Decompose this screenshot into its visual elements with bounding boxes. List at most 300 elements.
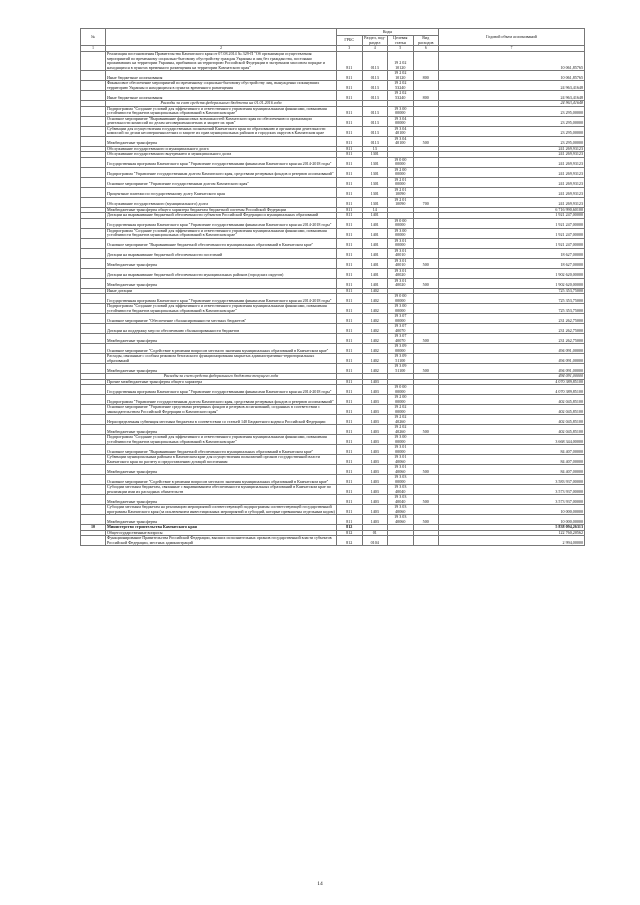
row-section: 1401	[362, 258, 388, 268]
row-kind	[413, 435, 439, 445]
row-target: 19 3 09 00000	[388, 344, 414, 354]
row-grbs: 811	[337, 425, 363, 435]
row-target: 19 2 02 10120	[388, 71, 414, 81]
row-target: 19 3 07 40070	[388, 334, 414, 344]
row-name: Обслуживание государственного (муниципального) долга	[106, 197, 337, 207]
row-number	[81, 364, 106, 374]
row-grbs: 811	[337, 294, 363, 304]
row-name: Процентные платежи по государственному долгу Камчатского края	[106, 187, 337, 197]
row-section: 1403	[362, 455, 388, 465]
row-name: Прочие межбюджетные трансферты общего характера	[106, 379, 337, 385]
table-body	[81, 52, 585, 546]
row-volume: 1 921 247,00000	[439, 218, 585, 228]
row-kind	[413, 106, 439, 116]
row-name: Иные бюджетные ассигнования	[106, 91, 337, 101]
table-row	[81, 248, 585, 258]
row-grbs: 811	[337, 258, 363, 268]
row-target: 19 2 02 53240	[388, 81, 414, 91]
table-row	[81, 126, 585, 136]
row-kind	[413, 187, 439, 197]
row-kind	[413, 344, 439, 354]
row-name: Подпрограмма "Создание условий для эффективного и ответственного управления муниципальными финансами, повышения устойчивости бюджетов муниципальных образований в Камчатском крае"	[106, 228, 337, 238]
row-volume: 241 269,93123	[439, 197, 585, 207]
header-target: Целевая статья	[388, 36, 414, 46]
row-kind: 500	[413, 334, 439, 344]
row-name: Расходы, связанные с особым режимом безопасного функционирования закрытых административно-территориальных образований	[106, 354, 337, 364]
row-grbs: 811	[337, 278, 363, 288]
row-target: 19 3 01 40010	[388, 248, 414, 258]
row-kind	[413, 475, 439, 485]
row-target: 19 3 00 00000	[388, 106, 414, 116]
row-target: 19 2 01 10090	[388, 187, 414, 197]
row-kind	[413, 385, 439, 395]
row-grbs: 811	[337, 218, 363, 228]
table-row	[81, 495, 585, 505]
row-volume: 84 407,00000	[439, 465, 585, 475]
header-name	[106, 29, 337, 46]
row-name: Реализация постановления Правительства Камчатского края от 07.08.2014 № 329-П "Об организации осуществления мероприятий по временному социально-бытовому обустройству граждан Украины и лиц без гражданства, постоянно проживавших на территории Украины, прибывших на территорию Российской Федерации в экстренном массовом порядке и находящихся в пунктах временного размещения на территории Камчатского края"	[106, 52, 337, 71]
row-grbs: 811	[337, 177, 363, 187]
row-number	[81, 505, 106, 515]
table-row	[81, 228, 585, 238]
row-number	[81, 465, 106, 475]
row-grbs: 811	[337, 157, 363, 167]
row-kind	[413, 445, 439, 455]
table-row	[81, 515, 585, 525]
row-name: Иные бюджетные ассигнования	[106, 71, 337, 81]
row-number	[81, 455, 106, 465]
row-section: 1402	[362, 304, 388, 314]
row-volume: 241 269,93123	[439, 157, 585, 167]
row-number	[81, 177, 106, 187]
header-number: №	[81, 29, 106, 46]
row-section: 1403	[362, 405, 388, 415]
row-kind: 800	[413, 91, 439, 101]
row-kind	[413, 268, 439, 278]
row-volume: 6 716 990,60100	[439, 207, 585, 213]
row-name: Межбюджетные трансферты общего характера бюджетам бюджетной системы Российской Федерации	[106, 207, 337, 213]
row-number	[81, 405, 106, 415]
table-row	[81, 364, 585, 374]
row-section: 1401	[362, 238, 388, 248]
row-grbs: 811	[337, 405, 363, 415]
row-name: Дотации на выравнивание бюджетной обеспеченности субъектов Российской Федерации и муниципальных образований	[106, 213, 337, 219]
row-volume: 4 070 389,85100	[439, 385, 585, 395]
row-number	[81, 268, 106, 278]
row-name: Основное мероприятие "Содействие в решении вопросов местного значения муниципальных образований в Камчатском крае"	[106, 344, 337, 354]
row-kind	[413, 218, 439, 228]
row-kind	[413, 505, 439, 515]
row-section: 1401	[362, 213, 388, 219]
table-row	[81, 445, 585, 455]
row-volume: 241 269,93123	[439, 167, 585, 177]
row-section: 1403	[362, 475, 388, 485]
row-target: 19 3 01 00000	[388, 445, 414, 455]
header-section: Раздел, под-раздел	[362, 36, 388, 46]
row-section: 0113	[362, 126, 388, 136]
row-number	[81, 187, 106, 197]
table-row	[81, 81, 585, 91]
row-volume: 241 269,93123	[439, 152, 585, 158]
row-section: 1402	[362, 364, 388, 374]
row-name: Финансовое обеспечение мероприятий по временному социально-бытовому обустройству лиц, вынужденно покинувших территорию Украины и находящихся в пунктах временного размещения	[106, 81, 337, 91]
row-section: 0113	[362, 91, 388, 101]
row-target: 19 0 00 00000	[388, 294, 414, 304]
header-kind: Вид расходов	[413, 36, 439, 46]
table-row	[81, 258, 585, 268]
row-target: 19 3 03 00000	[388, 475, 414, 485]
row-grbs: 811	[337, 304, 363, 314]
row-target: 19 3 07 00000	[388, 314, 414, 324]
row-target: 19 3 04 40100	[388, 136, 414, 146]
row-number	[81, 278, 106, 288]
row-target: 19 0 00 00000	[388, 218, 414, 228]
row-section: 0104	[362, 536, 388, 546]
row-kind	[413, 177, 439, 187]
row-kind	[413, 314, 439, 324]
row-target: 19 2 02 00000	[388, 405, 414, 415]
row-grbs: 811	[337, 248, 363, 258]
row-grbs: 811	[337, 116, 363, 126]
row-name: Государственная программа Камчатского края "Управление государственными финансами Камчатского края на 2014-2018 годы"	[106, 385, 337, 395]
row-section: 0113	[362, 52, 388, 71]
table-row	[81, 268, 585, 278]
row-grbs: 811	[337, 495, 363, 505]
row-name: Подпрограмма "Управление государственным долгом Камчатского края, средствами резервных фондов и резервов ассигнований"	[106, 395, 337, 405]
row-section: 14	[362, 207, 388, 213]
row-target: 19 3 01 40020	[388, 278, 414, 288]
row-volume: 3 573 937,00000	[439, 485, 585, 495]
table-row	[81, 405, 585, 415]
row-target: 19 2 00 00000	[388, 395, 414, 405]
row-grbs: 811	[337, 354, 363, 364]
column-number: 7	[439, 46, 585, 52]
row-number	[81, 126, 106, 136]
table-row	[81, 395, 585, 405]
row-section: 1402	[362, 334, 388, 344]
row-section: 0113	[362, 71, 388, 81]
row-section: 1401	[362, 278, 388, 288]
row-number	[81, 515, 106, 525]
row-target	[388, 536, 414, 546]
row-number	[81, 304, 106, 314]
row-section: 1301	[362, 167, 388, 177]
row-section: 1402	[362, 354, 388, 364]
row-number	[81, 485, 106, 495]
row-grbs: 811	[337, 379, 363, 385]
row-kind: 800	[413, 71, 439, 81]
row-grbs: 812	[337, 525, 363, 531]
row-section: 1403	[362, 505, 388, 515]
row-volume: 24 963,41648	[439, 81, 585, 91]
row-section: 1403	[362, 435, 388, 445]
row-volume: 402 045,85100	[439, 395, 585, 405]
row-number	[81, 344, 106, 354]
row-name: Государственная программа Камчатского края "Управление государственными финансами Камчатского края на 2014-2018 годы"	[106, 294, 337, 304]
row-volume: 10 000,00000	[439, 515, 585, 525]
row-number	[81, 385, 106, 395]
row-target: 19 3 00 00000	[388, 228, 414, 238]
row-grbs: 811	[337, 475, 363, 485]
column-number: 5	[388, 46, 414, 52]
row-name: Основное мероприятие "Выравнивание бюджетной обеспеченности муниципальных образований в Камчатском крае"	[106, 445, 337, 455]
row-name: Межбюджетные трансферты	[106, 136, 337, 146]
row-volume: 402 045,85100	[439, 405, 585, 415]
row-volume: 494 091,00000	[439, 344, 585, 354]
row-section: 1403	[362, 465, 388, 475]
row-name: Субсидии местным бюджетам на реализацию мероприятий соответствующей подпрограммы соответствующей государственной программы Камчатского края (за исключением инвестиционных мероприятий и субсидий, которые превышены отдельным кодом)	[107, 504, 335, 514]
row-section: 0113	[362, 116, 388, 126]
row-volume: 241 269,93123	[439, 177, 585, 187]
row-grbs: 811	[337, 91, 363, 101]
row-grbs: 811	[337, 288, 363, 294]
row-grbs: 811	[337, 238, 363, 248]
row-grbs: 811	[337, 197, 363, 207]
row-name: Основное мероприятие "Содействие в решении вопросов местного значения муниципальных образований в Камчатском крае"	[106, 475, 337, 485]
table-row	[81, 485, 585, 495]
row-kind	[413, 304, 439, 314]
row-section: 0113	[362, 81, 388, 91]
row-kind	[413, 116, 439, 126]
row-kind	[413, 536, 439, 546]
row-kind	[413, 52, 439, 71]
row-section: 1301	[362, 177, 388, 187]
row-volume: 122 760,20562	[439, 530, 585, 536]
row-name: Подпрограмма "Создание условий для эффективного и ответственного управления муниципальными финансами, повышения устойчивости бюджетов муниципальных образований в Камчатском крае"	[106, 435, 337, 445]
row-number	[81, 536, 106, 546]
table-row	[81, 536, 585, 546]
row-grbs: 811	[337, 334, 363, 344]
table-row	[81, 238, 585, 248]
row-volume: 3 583 937,00000	[439, 475, 585, 485]
table-row	[81, 334, 585, 344]
row-name: Межбюджетные трансферты	[106, 258, 337, 268]
row-target: 19 2 02 40260	[388, 415, 414, 425]
row-grbs: 811	[337, 415, 363, 425]
row-grbs: 811	[337, 207, 363, 213]
row-kind: 500	[413, 136, 439, 146]
row-name: Межбюджетные трансферты	[106, 515, 337, 525]
row-grbs: 811	[337, 228, 363, 238]
row-name: Общегосударственные вопросы	[106, 530, 337, 536]
row-target: 19 0 00 00000	[388, 385, 414, 395]
row-volume: 5 838 094,26313	[439, 525, 585, 531]
row-name: Расходы за счет средств федерального бюджета на 01.01.2016 года	[106, 101, 337, 107]
table-header-row	[81, 29, 585, 36]
table-row	[81, 425, 585, 435]
row-volume: 23 295,00000	[439, 106, 585, 116]
row-section: 1402	[362, 314, 388, 324]
table-row	[81, 197, 585, 207]
table-row	[81, 324, 585, 334]
table-row	[81, 52, 585, 71]
row-number	[81, 314, 106, 324]
table-row	[81, 136, 585, 146]
table-row	[81, 177, 585, 187]
row-volume: 231 262,75000	[439, 324, 585, 334]
row-target: 19 3 00 00000	[388, 304, 414, 314]
row-volume: 725 353,75000	[439, 304, 585, 314]
row-name: Нераспределенная субвенция местным бюджетам в соответствии со статьей 140 Бюджетного кодекса Российской Федерации	[106, 415, 337, 425]
row-volume: 494 091,00000	[439, 374, 585, 380]
row-kind	[413, 248, 439, 258]
row-target: 19 0 00 00000	[388, 157, 414, 167]
row-number	[81, 238, 106, 248]
row-volume: 18 627,00000	[439, 258, 585, 268]
row-grbs: 811	[337, 344, 363, 354]
column-number: 4	[362, 46, 388, 52]
table-row	[81, 167, 585, 177]
header-volume: Годовой объем ассигнований	[439, 29, 585, 46]
row-grbs: 811	[337, 505, 363, 515]
row-target: 19 3 01 40010	[388, 258, 414, 268]
row-section: 1402	[362, 294, 388, 304]
row-grbs: 811	[337, 136, 363, 146]
row-number	[81, 248, 106, 258]
row-volume: 494 091,00000	[439, 354, 585, 364]
table-row	[81, 91, 585, 101]
row-number	[81, 218, 106, 228]
row-target: 19 2 01 00000	[388, 177, 414, 187]
row-name: Подпрограмма "Создание условий для эффективного и ответственного управления муниципальными финансами, повышения устойчивости бюджетов муниципальных образований в Камчатском крае"	[106, 304, 337, 314]
row-volume: 84 407,00000	[439, 455, 585, 465]
row-target: 19 3 04 00000	[388, 116, 414, 126]
row-volume: 3 668 344,00000	[439, 435, 585, 445]
row-section: 13	[362, 146, 388, 152]
row-grbs: 811	[337, 395, 363, 405]
row-grbs: 811	[337, 52, 363, 71]
row-section: 1301	[362, 187, 388, 197]
row-target: 19 3 01 40020	[388, 268, 414, 278]
table-row	[81, 354, 585, 364]
row-volume: 10 000,00000	[439, 505, 585, 515]
row-volume: 725 353,75000	[439, 294, 585, 304]
row-number	[81, 495, 106, 505]
row-section: 1401	[362, 268, 388, 278]
table-row	[81, 415, 585, 425]
row-section: 1401	[362, 228, 388, 238]
row-name: Межбюджетные трансферты	[106, 334, 337, 344]
row-kind	[413, 324, 439, 334]
row-target: 19 2 02 40260	[388, 425, 414, 435]
row-kind	[413, 167, 439, 177]
row-section: 1301	[362, 152, 388, 158]
row-number	[81, 197, 106, 207]
row-target: 19 3 09 51100	[388, 354, 414, 364]
row-name: Субвенции для осуществления государственных полномочий Камчатского края по образованию и организации деятельности комиссий по делам несовершеннолетних и защите их прав муниципальных районов и городских округов в Камчатском крае	[106, 126, 337, 136]
row-volume: 1 921 247,00000	[439, 228, 585, 238]
row-target: 19 3 03 40060	[388, 515, 414, 525]
row-name: Субсидии местным бюджетам, связанные с выравниванием обеспеченности муниципальных образований в Камчатском крае по реализации ими их расходных обязательств	[106, 485, 337, 495]
table-row	[81, 106, 585, 116]
row-target: 19 3 03 40060	[388, 505, 414, 515]
row-volume: 241 269,93123	[439, 187, 585, 197]
row-name: Субвенции муниципальным районам в Камчатском крае для осуществления полномочий органов государственной власти Камчатского края по расчету и предоставлению дотаций поселениям	[106, 455, 337, 465]
row-kind: 500	[413, 425, 439, 435]
row-kind: 500	[413, 258, 439, 268]
row-name: Подпрограмма "Управление государственным долгом Камчатского края, средствами резервных фондов и резервов ассигнований"	[106, 167, 337, 177]
row-kind: 500	[413, 465, 439, 475]
row-kind	[413, 294, 439, 304]
row-volume: 10 061,85765	[439, 71, 585, 81]
row-section: 1402	[362, 324, 388, 334]
row-section: 1403	[362, 515, 388, 525]
row-grbs: 811	[337, 324, 363, 334]
row-volume: 2 994,00000	[439, 536, 585, 546]
row-volume: 4 070 389,85100	[439, 379, 585, 385]
row-section: 1301	[362, 197, 388, 207]
column-number: 2	[106, 46, 337, 52]
row-volume: 18 627,00000	[439, 248, 585, 258]
row-kind	[413, 415, 439, 425]
column-number: 1	[81, 46, 106, 52]
row-number	[81, 334, 106, 344]
row-kind	[413, 238, 439, 248]
row-name: Основное мероприятие "Обеспечение сбалансированности местных бюджетов"	[106, 314, 337, 324]
row-target: 19 3 07 40070	[388, 324, 414, 334]
table-row	[81, 505, 585, 515]
row-number	[81, 354, 106, 364]
row-name: Функционирование Правительства Российской Федерации, высших исполнительных органов государственной власти субъектов Российской Федерации, местных администраций	[106, 536, 337, 546]
row-number	[81, 294, 106, 304]
table-row	[81, 116, 585, 126]
row-section: 1403	[362, 445, 388, 455]
row-section: 1403	[362, 485, 388, 495]
row-name: Иные дотации	[106, 288, 337, 294]
row-kind	[413, 485, 439, 495]
row-grbs: 812	[337, 536, 363, 546]
row-kind: 500	[413, 515, 439, 525]
row-target: 19 2 00 00000	[388, 167, 414, 177]
row-section: 1403	[362, 385, 388, 395]
table-row	[81, 278, 585, 288]
row-volume: 10 061,85765	[439, 52, 585, 71]
row-volume: 494 091,00000	[439, 364, 585, 374]
row-number	[81, 445, 106, 455]
row-number	[81, 395, 106, 405]
column-number: 6	[413, 46, 439, 52]
row-kind	[413, 157, 439, 167]
row-grbs: 811	[337, 81, 363, 91]
row-section: 1403	[362, 395, 388, 405]
row-name: Межбюджетные трансферты	[106, 465, 337, 475]
row-name: Основное мероприятие "Управление средствами резервных фондов и резервов ассигнований, созданных в соответствии с законодательством Российской Федерации и Камчатского края"	[106, 405, 337, 415]
row-volume: 1 921 247,00000	[439, 213, 585, 219]
row-grbs: 812	[337, 530, 363, 536]
row-kind	[413, 126, 439, 136]
row-volume: 23 295,00000	[439, 136, 585, 146]
row-name: Основное мероприятие "Выравнивание финансовых возможностей Камчатского края по обеспечению и организации деятельности комиссий по делам несовершеннолетних и защите их прав"	[106, 116, 337, 126]
row-grbs: 811	[337, 515, 363, 525]
row-target: 19 3 01 00000	[388, 238, 414, 248]
row-volume: 402 045,85100	[439, 415, 585, 425]
row-kind	[413, 405, 439, 415]
row-number	[81, 91, 106, 101]
row-number	[81, 475, 106, 485]
row-grbs: 811	[337, 485, 363, 495]
row-name: Межбюджетные трансферты	[106, 425, 337, 435]
table-row	[81, 218, 585, 228]
row-number: 10	[81, 525, 106, 531]
row-number	[81, 435, 106, 445]
row-name: Расходы за счет средств федерального бюджета текущего года	[106, 374, 337, 380]
row-volume: 1 902 620,00000	[439, 268, 585, 278]
table-row	[81, 435, 585, 445]
header-grbs: ГРБС	[337, 36, 363, 46]
row-volume: 24 963,41648	[439, 91, 585, 101]
row-volume: 231 262,75000	[439, 314, 585, 324]
row-volume: 725 353,75000	[439, 288, 585, 294]
